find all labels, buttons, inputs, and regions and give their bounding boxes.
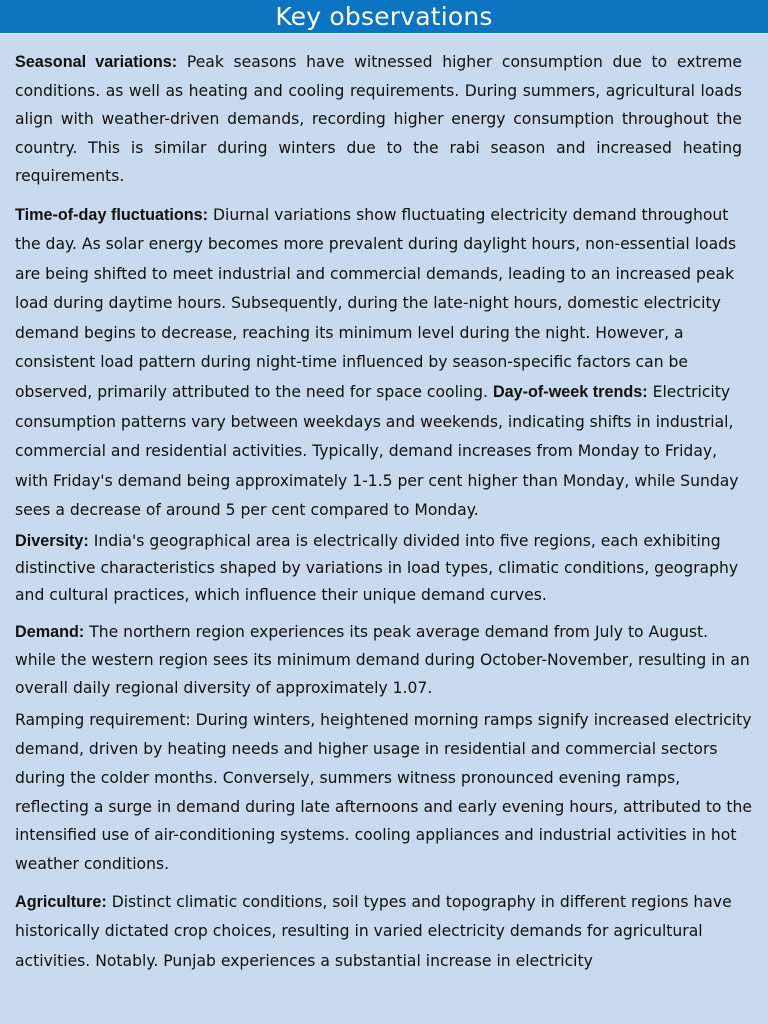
seasonal-variations-heading: Seasonal variations: xyxy=(15,53,178,71)
time-of-day-heading: Time-of-day fluctuations: xyxy=(15,205,209,224)
diversity-heading: Diversity: xyxy=(15,532,89,551)
page-title: Key observations xyxy=(275,2,493,31)
time-of-day-paragraph xyxy=(15,201,753,527)
agriculture-heading: Agriculture: xyxy=(15,893,107,912)
day-of-week-text: Electricity consumption patterns vary between weekdays and weekends, indicating shifts in industrial, commercial and residential activities. Typically, demand increases from Monday to Friday, with Friday's demand being approximately 1-1.5 per cent higher than Monday, while Sunday sees a decrease of around 5 per cent compared to Monday. xyxy=(15,383,739,520)
day-of-week-heading: Day-of-week trends: xyxy=(492,383,648,402)
demand-heading: Demand: xyxy=(15,622,85,641)
observations-content xyxy=(15,48,753,976)
header-bar xyxy=(0,0,768,34)
agriculture-text: Distinct climatic conditions, soil types and topography in different regions have historically dictated crop choices, resulting in varied electricity demands for agricultural activities. Notably. Punjab experiences a substantial increase in electricity xyxy=(15,893,732,970)
seasonal-variations-text: Peak seasons have witnessed higher consumption due to extreme conditions. as well as heating and cooling requirements. During summers, agricultural loads align with weather-driven demands, recording higher energy consumption throughout the country. This is similar during winters due to the rabi season and increased heating requirements. xyxy=(15,53,742,185)
demand-text: The northern region experiences its peak average demand from July to August. while the western region sees its minimum demand during October-November, resulting in an overall daily regional diversity of approximately 1.07. xyxy=(15,622,750,698)
agriculture-paragraph xyxy=(15,888,753,976)
time-of-day-text: Diurnal variations show fluctuating electricity demand throughout the day. As solar energy becomes more prevalent during daylight hours, non-essential loads are being shifted to meet industrial and commercial demands, leading to an increased peak load during daytime hours. Subsequently, during the late-night hours, domestic electricity demand begins to decrease, reaching its minimum level during the night. However, a consistent load pattern during night-time influenced by season-specific factors can be observed, primarily attributed to the need for space cooling. xyxy=(15,205,737,402)
diversity-paragraph xyxy=(15,528,753,610)
demand-paragraph xyxy=(15,618,753,703)
diversity-text: India's geographical area is electrically divided into five regions, each exhibiting distinctive characteristics shaped by variations in load types, climatic conditions, geography and cultural practices, which influence their unique demand curves. xyxy=(15,532,739,605)
ramping-text: Ramping requirement: During winters, heightened morning ramps signify increased electricity demand, driven by heating needs and higher usage in residential and commercial sectors during the colder months. Conversely, summers witness pronounced evening ramps, reflecting a surge in demand during late afternoons and early evening hours, attributed to the intensified use of air-conditioning systems. cooling appliances and industrial activities in hot weather conditions. xyxy=(15,711,753,874)
seasonal-variations-paragraph xyxy=(15,48,742,191)
ramping-paragraph xyxy=(15,706,753,879)
